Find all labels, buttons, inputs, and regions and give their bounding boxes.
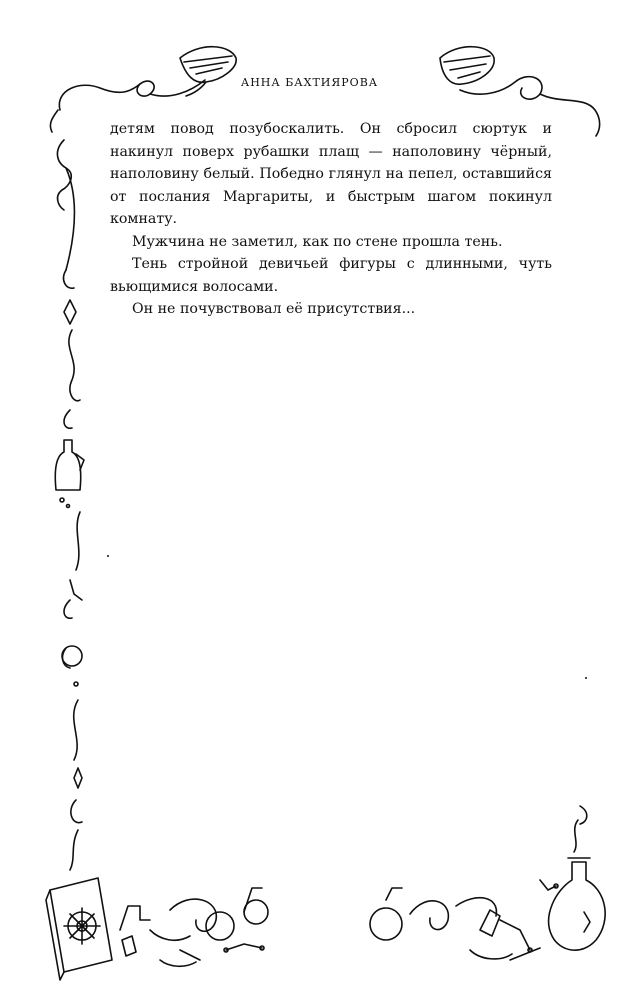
bottom-right-flourish xyxy=(370,880,558,960)
potion-bottle-icon xyxy=(55,440,80,490)
paragraph-4: Он не почувствовал её присутствия... xyxy=(132,301,416,317)
running-title: АННА БАХТИЯРОВА xyxy=(240,76,379,89)
body-text xyxy=(110,118,552,321)
left-border-vine xyxy=(55,140,84,870)
paragraph-2: Мужчина не заметил, как по стене прошла тень. xyxy=(132,233,503,250)
paragraph-1: детям повод позубоскалить. Он сбросил сюртук и накинул поверх рубашки плащ — наполовину чёрный, наполовину белый. Победно глянул на пепел, оставшийся от послания Маргариты, и быстрым шагом покинул комнату. xyxy=(110,121,552,227)
book-icon xyxy=(46,878,112,980)
flask-icon xyxy=(549,806,606,950)
paragraph-3: Тень стройной девичьей фигуры с длинными, чуть вьющимися волосами. xyxy=(110,256,552,295)
bottom-left-flourish xyxy=(120,888,268,966)
moon-icon xyxy=(62,646,82,666)
